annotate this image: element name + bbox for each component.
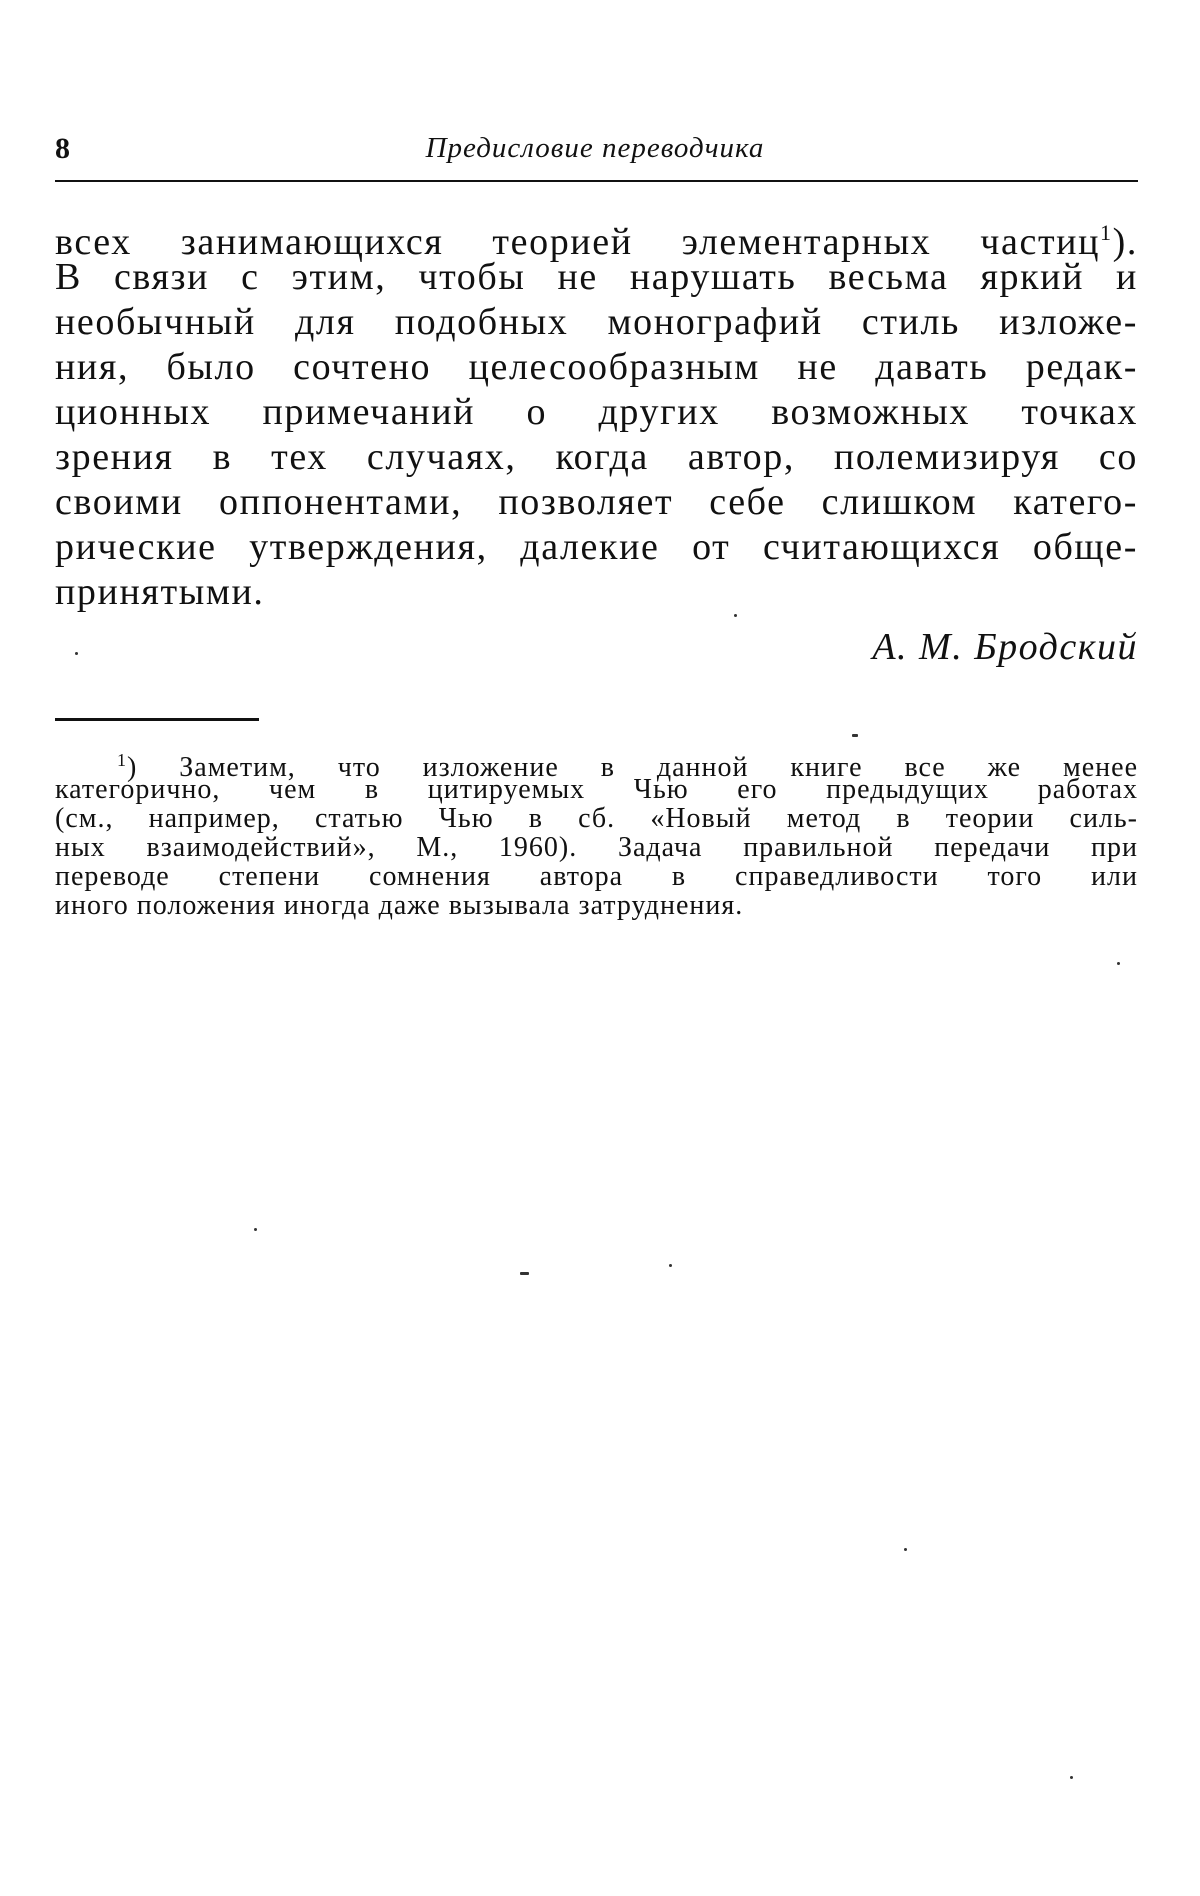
scan-speck <box>669 1264 672 1267</box>
footnote-line: иного положения иногда даже вызывала затруднения. <box>55 890 744 921</box>
body-line: ния, было сочтено целесообразным не давать редак- <box>55 346 1138 388</box>
running-title: Предисловие переводчика <box>425 132 765 164</box>
signature: А. М. Бродский <box>872 626 1138 668</box>
footnote-line: (см., например, статью Чью в сб. «Новый метод в теории силь- <box>55 803 1138 834</box>
footnote-line: $^1$) Заметим, что изложение в данной книге все же менее <box>117 750 1138 783</box>
running-head <box>55 130 1135 176</box>
footnote-reference: 1 <box>1100 220 1113 245</box>
body-line: В связи с этим, чтобы не нарушать весьма яркий и <box>55 256 1138 298</box>
body-line: необычный для подобных монографий стиль изложе- <box>55 301 1138 343</box>
scan-speck <box>1070 1776 1073 1779</box>
scan-speck <box>734 614 737 617</box>
scan-speck <box>520 1272 529 1275</box>
body-line: принятыми. <box>55 571 265 613</box>
scan-speck <box>904 1548 907 1551</box>
body-line: ционных примечаний о других возможных точках <box>55 391 1138 433</box>
footnote-rule <box>55 718 259 721</box>
footnote-line: ных взаимодействий», М., 1960). Задача правильной передачи при <box>55 832 1138 863</box>
footnote <box>55 746 1138 920</box>
footnote-line: категорично, чем в цитируемых Чью его предыдущих работах <box>55 774 1138 805</box>
scan-speck <box>1117 962 1120 965</box>
scan-speck <box>75 652 78 655</box>
body-line: зрения в тех случаях, когда автор, полемизируя со <box>55 436 1138 478</box>
scan-speck <box>852 734 858 737</box>
page-number: 8 <box>55 132 70 165</box>
header-rule <box>55 180 1138 182</box>
body-paragraph <box>55 210 1138 615</box>
scan-speck <box>254 1228 257 1231</box>
footnote-mark: 1 <box>117 750 127 770</box>
body-line: рические утверждения, далекие от считающихся обще- <box>55 526 1138 568</box>
body-line: своими оппонентами, позволяет себе слишком катего- <box>55 481 1138 523</box>
body-line: всех занимающихся теорией элементарных частиц$^1$). <box>55 220 1138 263</box>
footnote-line: переводе степени сомнения автора в справедливости того или <box>55 861 1138 892</box>
